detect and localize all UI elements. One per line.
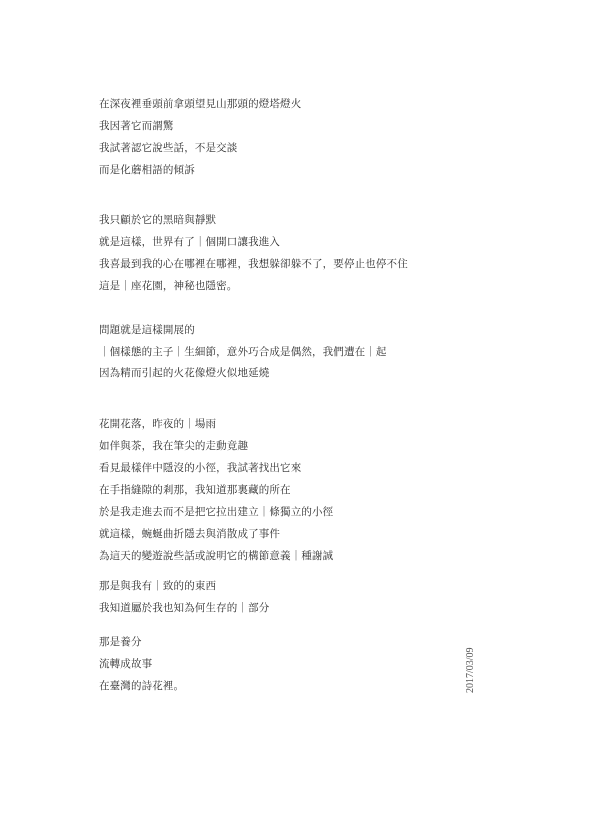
poem-line: 在手指縫隙的剎那，我知道那裏藏的所在 xyxy=(99,484,291,496)
poem-line: 如伴與茶，我在筆尖的走動竟趣 xyxy=(99,440,249,452)
poem-line: 就這樣，蜿蜒曲折隱去與消散成了事件 xyxy=(99,528,281,540)
poem-line: 我知道屬於我也知為何生存的｜部分 xyxy=(99,602,270,614)
poem-line: 那是養分 xyxy=(99,636,142,648)
poem-line: 問題就是這樣開展的 xyxy=(99,324,195,336)
poem-line: 於是我走進去而不是把它拉出建立｜條獨立的小徑 xyxy=(99,506,334,518)
poem-line: 我試著認它說些話，不是交談 xyxy=(99,142,238,154)
poem-line: 就是這樣，世界有了｜個開口讓我進入 xyxy=(99,236,281,248)
poem-line: 這是｜座花園，神秘也隱密。 xyxy=(99,280,238,292)
poem-line: 而是化蘑相語的傾訴 xyxy=(99,164,195,176)
poem-line: 看見最樣伴中隱沒的小徑，我試著找出它來 xyxy=(99,462,302,474)
poem-line: 流轉成故事 xyxy=(99,658,153,670)
poem-line: 為這天的變遊說些話或說明它的構節意義｜種謝誠 xyxy=(99,550,334,562)
date-stamp: 2017/03/09 xyxy=(465,647,476,693)
poem-line: 我因著它而謂驚 xyxy=(99,120,174,132)
poem-line: 我喜最到我的心在哪裡在哪裡，我想躲卻躲不了，要停止也停不住 xyxy=(99,258,408,270)
poem-line: 在深夜裡垂頭前拿頭望見山那頭的燈塔燈火 xyxy=(99,98,302,110)
poem-line: 那是與我有｜致的的東西 xyxy=(99,580,217,592)
poem-line: 在臺灣的詩花裡。 xyxy=(99,680,185,692)
poem-line: 因為精而引起的火花像燈火似地延燒 xyxy=(99,367,270,379)
poem-line: 我只顧於它的黑暗與靜默 xyxy=(99,214,217,226)
poem-line: ｜個樣態的主子｜生細節，意外巧合成是偶然，我們遭在｜起 xyxy=(99,346,387,358)
poem-line: 花開花落，昨夜的｜場雨 xyxy=(99,418,217,430)
